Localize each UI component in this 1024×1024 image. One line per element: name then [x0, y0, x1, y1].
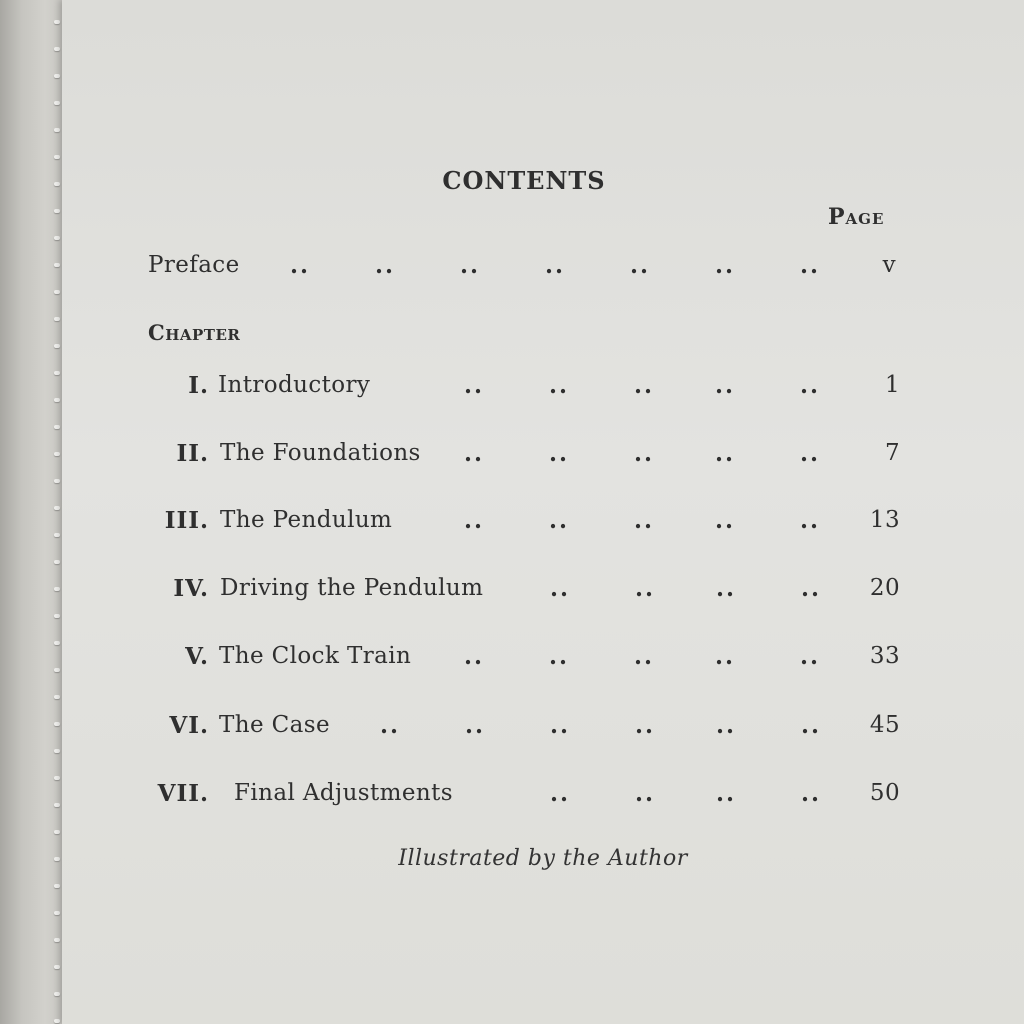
leader-dots: .. [800, 507, 821, 534]
chapter-number: I. [188, 372, 209, 399]
stitch-mark [54, 587, 60, 591]
stitch-mark [54, 425, 60, 429]
chapter-title: The Pendulum [220, 507, 393, 533]
stitch-mark [54, 479, 60, 483]
stitch-mark [54, 209, 60, 213]
stitch-mark [54, 155, 60, 159]
leader-dots: .. [715, 440, 736, 467]
stitch-mark [54, 263, 60, 267]
stitch-mark [54, 749, 60, 753]
chapter-page: 20 [869, 575, 900, 601]
leader-dots: .. [634, 643, 655, 670]
chapter-number: V. [185, 643, 209, 670]
leader-dots: .. [715, 507, 736, 534]
toc-row-5 [62, 643, 1024, 677]
leader-dots: .. [550, 780, 571, 807]
leader-dots: .. [290, 252, 311, 279]
leader-dots: .. [375, 252, 396, 279]
stitch-mark [54, 290, 60, 294]
chapter-title: The Foundations [220, 440, 421, 466]
leader-dots: .. [464, 643, 485, 670]
book-gutter [0, 0, 60, 1024]
chapter-number: II. [176, 440, 209, 467]
stitch-mark [54, 776, 60, 780]
leader-dots: .. [800, 440, 821, 467]
leader-dots: .. [464, 372, 485, 399]
toc-row-4 [62, 575, 1024, 609]
chapter-page: 45 [869, 712, 900, 738]
toc-row-2 [62, 440, 1024, 474]
book-page [62, 0, 1024, 1024]
chapter-title: The Case [219, 712, 331, 738]
leader-dots: .. [716, 780, 737, 807]
stitch-mark [54, 965, 60, 969]
chapter-title: Driving the Pendulum [220, 575, 484, 601]
stitch-mark [54, 830, 60, 834]
stitch-mark [54, 533, 60, 537]
chapter-leader [62, 372, 1024, 406]
leader-dots: .. [800, 372, 821, 399]
page-column-label: Page [828, 204, 885, 230]
toc-row-6 [62, 712, 1024, 746]
leader-dots: .. [716, 712, 737, 739]
stitch-mark [54, 911, 60, 915]
leader-dots: .. [549, 507, 570, 534]
leader-dots: .. [545, 252, 566, 279]
stitch-mark [54, 992, 60, 996]
leader-dots: .. [715, 372, 736, 399]
stitch-mark [54, 344, 60, 348]
chapter-title: The Clock Train [219, 643, 412, 669]
stitch-mark [54, 47, 60, 51]
leader-dots: .. [634, 440, 655, 467]
chapter-title: Final Adjustments [234, 780, 453, 806]
chapter-number: IV. [173, 575, 209, 602]
leader-dots: .. [716, 575, 737, 602]
leader-dots: .. [715, 252, 736, 279]
stitch-mark [54, 695, 60, 699]
preface-page: v [882, 252, 896, 278]
leader-dots: .. [635, 575, 656, 602]
preface-row [62, 252, 1024, 286]
stitch-mark [54, 506, 60, 510]
leader-dots: .. [380, 712, 401, 739]
leader-dots: .. [464, 440, 485, 467]
stitch-mark [54, 722, 60, 726]
illustration-credit: Illustrated by the Author [398, 846, 688, 871]
leader-dots: .. [460, 252, 481, 279]
stitch-mark [54, 398, 60, 402]
stitch-mark [54, 236, 60, 240]
stitch-mark [54, 560, 60, 564]
leader-dots: .. [464, 507, 485, 534]
stitch-mark [54, 938, 60, 942]
contents-heading: CONTENTS [442, 166, 606, 195]
leader-dots: .. [465, 712, 486, 739]
leader-dots: .. [550, 712, 571, 739]
leader-dots: .. [630, 252, 651, 279]
chapter-label: Chapter [148, 320, 241, 345]
chapter-page: 1 [884, 372, 900, 398]
leader-dots: .. [550, 575, 571, 602]
leader-dots: .. [635, 712, 656, 739]
stitch-mark [54, 614, 60, 618]
chapter-leader [62, 440, 1024, 474]
leader-dots: .. [549, 372, 570, 399]
preface-label: Preface [148, 252, 240, 278]
stitch-mark [54, 1019, 60, 1023]
leader-dots: .. [801, 712, 822, 739]
chapter-number: III. [164, 507, 209, 534]
toc-row-1 [62, 372, 1024, 406]
leader-dots: .. [801, 780, 822, 807]
leader-dots: .. [634, 372, 655, 399]
stitch-mark [54, 317, 60, 321]
chapter-number: VII. [157, 780, 209, 807]
leader-dots: .. [801, 575, 822, 602]
stitch-mark [54, 371, 60, 375]
toc-row-3 [62, 507, 1024, 541]
chapter-page: 33 [869, 643, 900, 669]
stitch-mark [54, 20, 60, 24]
stitch-mark [54, 182, 60, 186]
stitch-mark [54, 452, 60, 456]
toc-row-7 [62, 780, 1024, 814]
leader-dots: .. [634, 507, 655, 534]
stitch-mark [54, 128, 60, 132]
leader-dots: .. [549, 440, 570, 467]
stitch-mark [54, 803, 60, 807]
stitch-mark [54, 641, 60, 645]
leader-dots: .. [549, 643, 570, 670]
leader-dots: .. [800, 252, 821, 279]
chapter-number: VI. [169, 712, 209, 739]
chapter-page: 50 [869, 780, 900, 806]
leader-dots: .. [635, 780, 656, 807]
preface-leader [62, 252, 1024, 286]
stitch-mark [54, 668, 60, 672]
chapter-page: 7 [884, 440, 900, 466]
leader-dots: .. [800, 643, 821, 670]
stitch-mark [54, 857, 60, 861]
chapter-title: Introductory [218, 372, 371, 398]
stitch-mark [54, 101, 60, 105]
stitch-mark [54, 74, 60, 78]
chapter-page: 13 [869, 507, 900, 533]
leader-dots: .. [715, 643, 736, 670]
stitch-mark [54, 884, 60, 888]
table-of-contents [62, 0, 1024, 1024]
